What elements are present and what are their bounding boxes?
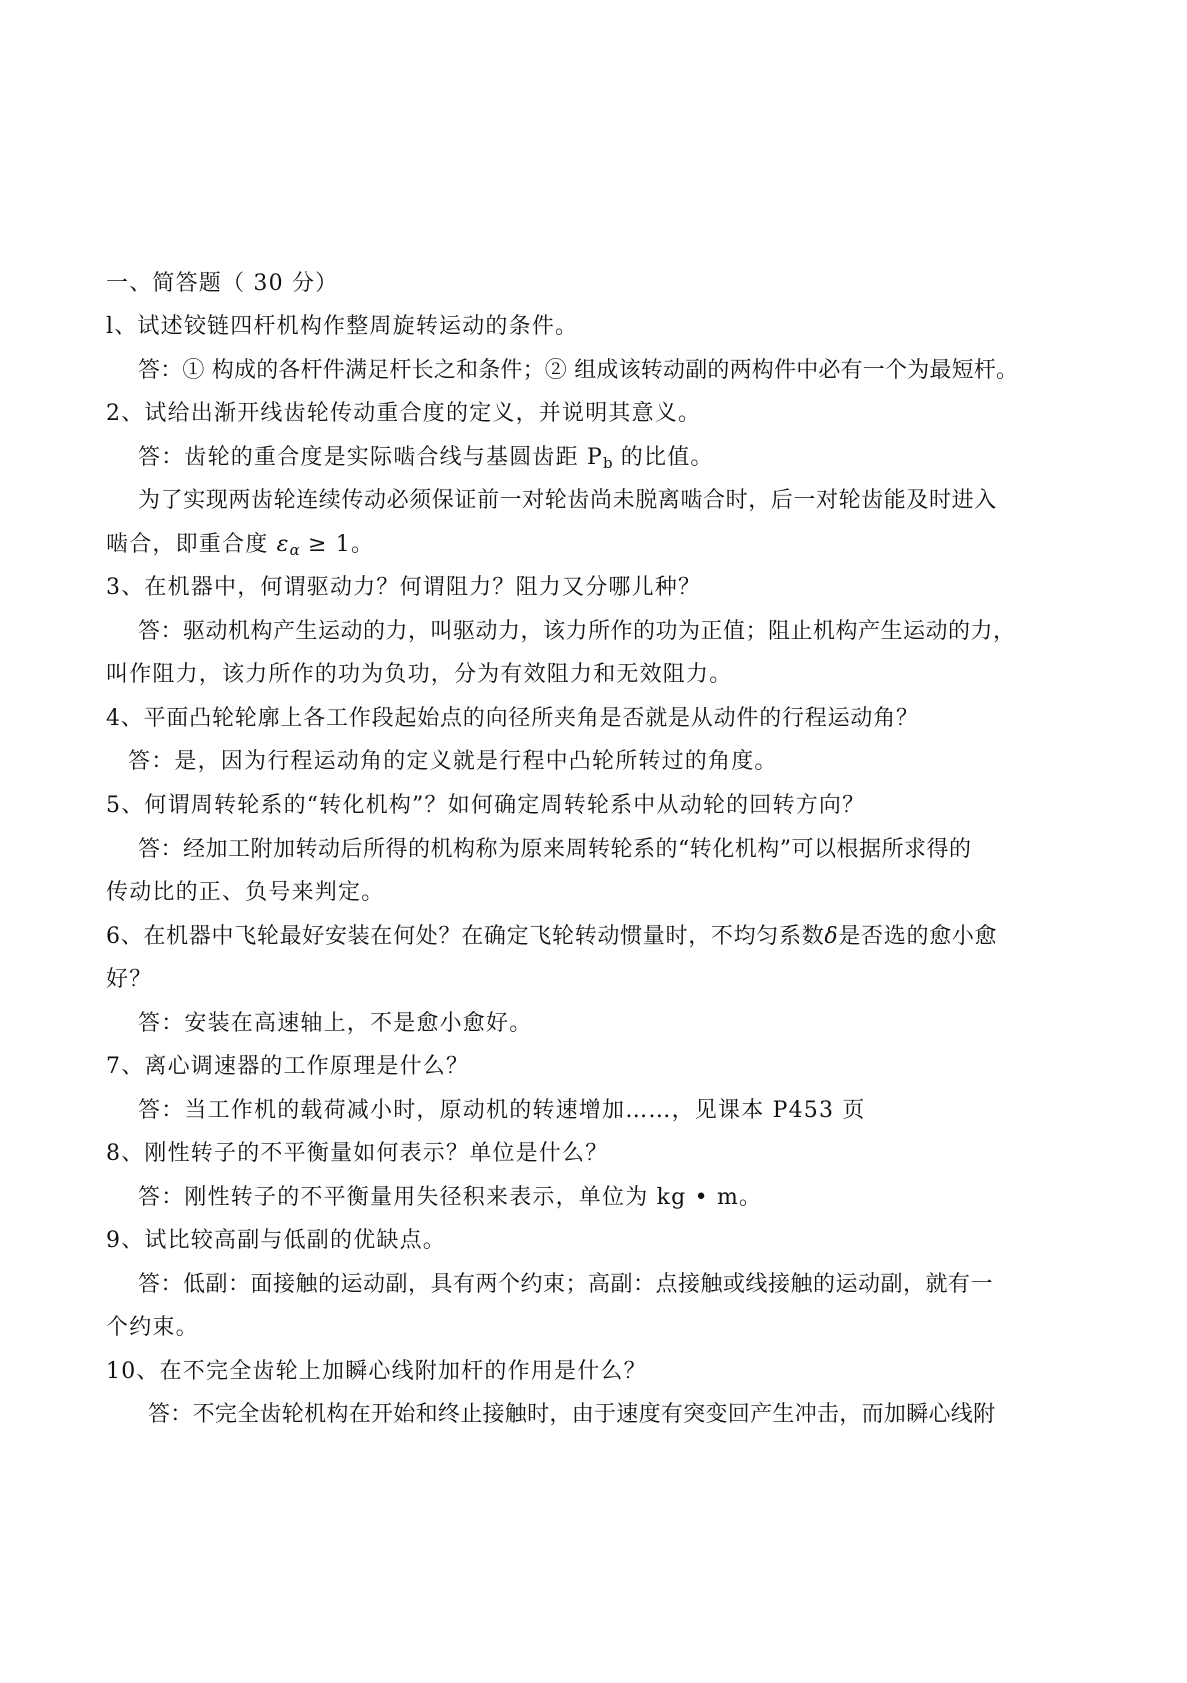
answer-10-line-1: 答：不完全齿轮机构在开始和终止接触时，由于速度有突变回产生冲击，而加瞬心线附 <box>148 1402 996 1427</box>
section-heading: 一、简答题（ 30 分） <box>106 271 339 296</box>
answer-7: 答：当工作机的载荷减小时，原动机的转速增加……，见课本 P453 页 <box>138 1098 866 1123</box>
question-9: 9、试比较高副与低副的优缺点。 <box>106 1228 446 1253</box>
epsilon-symbol: ε <box>276 532 290 557</box>
answer-2-line-3 <box>106 530 374 565</box>
answer-1: 答：① 构成的各杆件满足杆长之和条件；② 组成该转动副的两构件中必有一个为最短杆。 <box>138 358 1019 383</box>
question-5: 5、何谓周转轮系的“转化机构”？如何确定周转轮系中从动轮的回转方向？ <box>106 793 866 818</box>
question-4: 4、平面凸轮轮廓上各工作段起始点的向径所夹角是否就是从动件的行程运动角？ <box>106 706 919 731</box>
answer-4: 答：是，因为行程运动角的定义就是行程中凸轮所转过的角度。 <box>128 749 778 774</box>
answer-2-text-c: 啮合，即重合度 <box>106 532 277 557</box>
question-6-line-2: 好？ <box>106 967 153 992</box>
answer-5-line-2: 传动比的正、负号来判定。 <box>106 880 385 905</box>
answer-2-line-2: 为了实现两齿轮连续传动必须保证前一对轮齿尚未脱离啮合时，后一对轮齿能及时进入 <box>138 488 997 513</box>
pitch-subscript: b <box>603 454 613 472</box>
question-6-text-b: 是否选的愈小愈 <box>838 924 998 949</box>
alpha-subscript: α <box>289 541 300 559</box>
answer-8: 答：刚性转子的不平衡量用失径积来表示，单位为 kg • m。 <box>138 1185 763 1210</box>
delta-symbol: δ <box>824 924 839 949</box>
question-6-line-1 <box>106 922 997 952</box>
question-1: l、试述铰链四杆机构作整周旋转运动的条件。 <box>106 314 579 339</box>
answer-5-line-1: 答：经加工附加转动后所得的机构称为原来周转轮系的“转化机构”可以根据所求得的 <box>138 837 972 862</box>
answer-9-line-1: 答：低副：面接触的运动副，具有两个约束；高副：点接触或线接触的运动副，就有一 <box>138 1272 994 1297</box>
answer-6: 答：安装在高速轴上，不是愈小愈好。 <box>138 1011 533 1036</box>
question-7: 7、离心调速器的工作原理是什么？ <box>106 1054 470 1079</box>
answer-9-line-2: 个约束。 <box>106 1315 199 1340</box>
answer-2-text-b: 的比值。 <box>612 445 714 470</box>
answer-2-line-1 <box>138 443 714 478</box>
question-2: 2、试给出渐开线齿轮传动重合度的定义，并说明其意义。 <box>106 401 702 426</box>
question-8: 8、刚性转子的不平衡量如何表示？单位是什么？ <box>106 1141 609 1166</box>
question-6-text-a: 6、在机器中飞轮最好安装在何处？在确定飞轮转动惯量时，不均匀系数 <box>106 924 825 949</box>
answer-2-text-a: 答：齿轮的重合度是实际啮合线与基圆齿距 P <box>138 445 603 470</box>
question-10: 10、在不完全齿轮上加瞬心线附加杆的作用是什么？ <box>106 1359 647 1384</box>
question-3: 3、在机器中，何谓驱动力？何谓阻力？阻力又分哪儿种？ <box>106 575 702 600</box>
answer-3-line-1: 答：驱动机构产生运动的力，叫驱动力，该力所作的功为正值；阻止机构产生运动的力， <box>138 619 1016 644</box>
answer-3-line-2: 叫作阻力，该力所作的功为负功，分为有效阻力和无效阻力。 <box>106 662 733 687</box>
answer-2-text-d: ≥ 1。 <box>299 532 375 557</box>
